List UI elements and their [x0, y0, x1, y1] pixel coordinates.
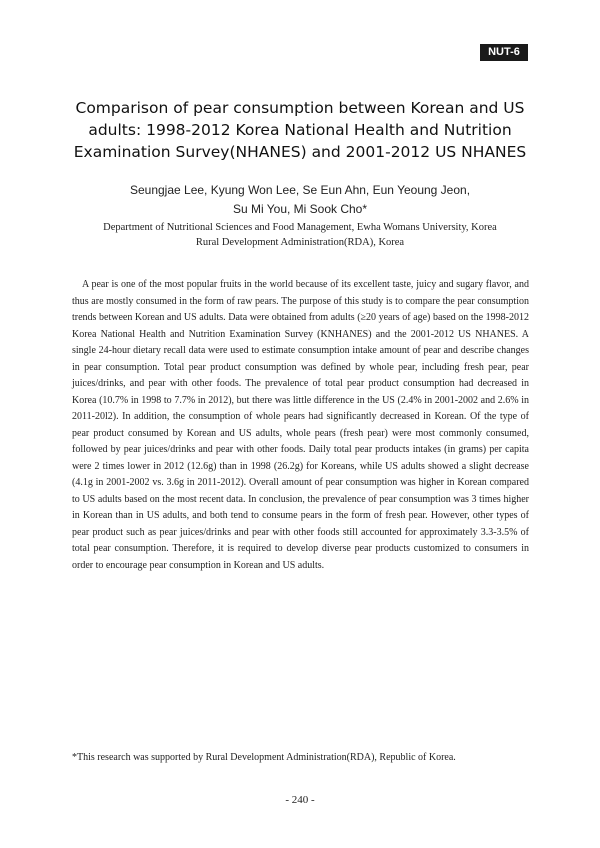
paper-title	[70, 97, 530, 163]
page-number: - 240 -	[285, 794, 315, 806]
title-line: adults: 1998-2012 Korea National Health and Nutrition	[88, 121, 512, 139]
funding-footnote: *This research was supported by Rural Development Administration(RDA), Republic of Korea.	[72, 752, 456, 763]
affiliation-line: Department of Nutritional Sciences and Food Management, Ewha Womans University, Korea	[103, 222, 497, 233]
author-list	[90, 181, 510, 219]
affiliation-line: Rural Development Administration(RDA), Korea	[195, 237, 405, 248]
affiliation	[80, 220, 520, 250]
title-line: Examination Survey(NHANES) and 2001-2012 US NHANES	[73, 143, 527, 161]
abstract-body: A pear is one of the most popular fruits in the world because of its excellent taste, juicy and sugary flavor, and thus are mostly consumed in the form of raw pears. The purpose of this study is to compare the pear consumption trends between Korean and US adults. Data were obtained from adults (≥20 years of age) based on the 1998-2012 Korea National Health and Nutrition Examination Survey (KNHANES) and the 2001-2012 US NHANES. A single 24-hour dietary recall data were used to estimate consumption intake amount of pear and describe changes in pear consumption. Total pear product consumption was defined by whole pear, including fresh pear, pear juices/drinks, and pear with other foods. The prevalence of total pear product consumption had decreased in Korea (10.7% in 1998 to 7.7% in 2012), but there was little difference in the US (2.4% in 2001-2002 and 2.6% in 2011-20l2). In addition, the consumption of whole pears had significantly decreased in Korean. Of the type of pear product consumed by Korean and US adults, whole pears (fresh pear) were most commonly consumed, followed by pear juices/drinks and pear with other foods. Daily total pear products intakes (in grams) per capita were 2 times lower in 2012 (12.6g) than in 1998 (26.2g) for Koreans, while US adults showed a slight decrease (4.1g in 2001-2002 vs. 3.6g in 2011-2012). Overall amount of pear consumption was higher in Korean compared to US adults based on the most recent data. In conclusion, the prevalence of pear consumption was 3 times higher in Korean than in US adults, and both tend to consume pears in the form of fresh pear. However, other types of pear product such as pear juices/drinks and pear with other foods still accounted for approximately 3.3-3.5% of total pear consumption. Therefore, it is required to develop diverse pear products customized to consumers in order to encourage pear consumption in Korean and US adults.	[72, 279, 529, 571]
authors-line: Su Mi You, Mi Sook Cho*	[232, 202, 368, 216]
session-badge: NUT-6	[480, 44, 528, 61]
authors-line: Seungjae Lee, Kyung Won Lee, Se Eun Ahn, Eun Yeoung Jeon,	[129, 183, 471, 197]
title-line: Comparison of pear consumption between Korean and US	[75, 99, 525, 117]
